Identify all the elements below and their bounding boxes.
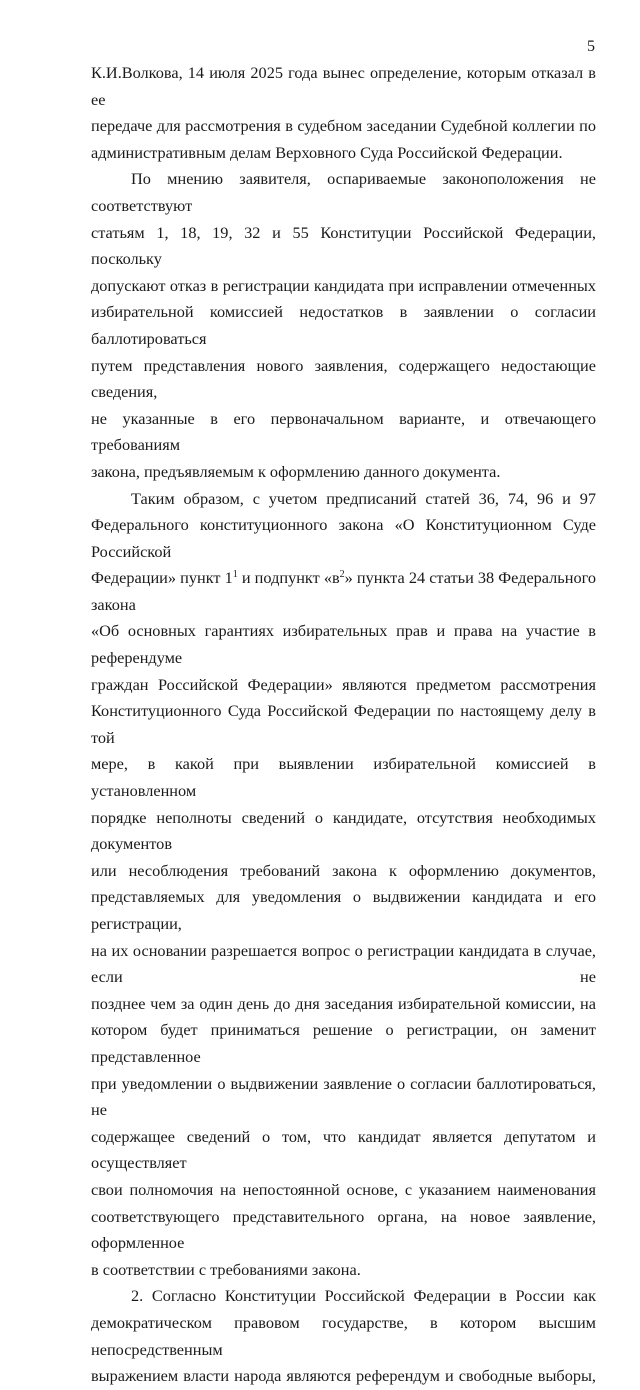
text-line: Федерального конституционного закона «О Конституционном Суде Российской: [91, 515, 596, 561]
text-line: свои полномочия на непостоянной основе, с указанием наименования: [91, 1179, 596, 1199]
text-line: или несоблюдения требований закона к оформлению документов,: [91, 860, 596, 880]
text-line: К.И.Волкова, 14 июля 2025 года вынес определение, которым отказал в ее: [91, 63, 596, 109]
text-fragment: » пункта 24 статьи 38 Федерального закона: [91, 568, 596, 614]
text-fragment: Федерации» пункт 1: [91, 568, 233, 588]
text-line: демократическом правовом государстве, в котором высшим непосредственным: [91, 1312, 596, 1359]
text-line: допускают отказ в регистрации кандидата при исправлении отмеченных: [91, 275, 596, 295]
text-line: на их основании разрешается вопрос о регистрации кандидата в случае, если не: [91, 940, 596, 987]
paragraph-2: [91, 166, 596, 485]
document-body: [91, 60, 596, 1390]
text-fragment: и подпункт «в: [237, 568, 340, 588]
page-number: 5: [587, 38, 595, 55]
text-line: выражением власти народа являются референдум и свободные выборы,: [91, 1366, 596, 1386]
text-line: Конституционного Суда Российской Федерации по настоящему делу в той: [91, 701, 596, 747]
paragraph-1: [91, 60, 596, 166]
text-line: статьям 1, 18, 19, 32 и 55 Конституции Российской Федерации, поскольку: [91, 222, 596, 269]
superscript: 2: [339, 569, 345, 581]
text-line: путем представления нового заявления, содержащего недостающие сведения,: [91, 355, 596, 402]
text-line: Таким образом, с учетом предписаний статей 36, 74, 96 и 97: [131, 488, 596, 508]
text-line: административным делам Верховного Суда Российской Федерации.: [91, 142, 563, 162]
text-line: позднее чем за один день до дня заседания избирательной комиссии, на: [91, 993, 596, 1013]
paragraph-4: [91, 1283, 596, 1389]
text-line-with-superscripts: [91, 565, 596, 618]
text-line: при уведомлении о выдвижении заявление о согласии баллотироваться, не: [91, 1073, 596, 1120]
text-line: представляемых для уведомления о выдвижении кандидата и его регистрации,: [91, 887, 596, 933]
paragraph-3: [91, 486, 596, 1284]
text-line: закона, предъявляемым к оформлению данного документа.: [91, 461, 501, 481]
text-line: соответствующего представительного органа, на новое заявление, оформленное: [91, 1206, 596, 1253]
text-line: порядке неполноты сведений о кандидате, отсутствия необходимых документов: [91, 807, 596, 854]
text-line: не указанные в его первоначальном варианте, и отвечающего требованиям: [91, 408, 596, 455]
text-line: передаче для рассмотрения в судебном заседании Судебной коллегии по: [91, 116, 596, 136]
text-line: По мнению заявителя, оспариваемые законоположения не соответствуют: [91, 169, 596, 215]
text-line: котором будет приниматься решение о регистрации, он заменит представленное: [91, 1020, 596, 1066]
text-line: избирательной комиссией недостатков в заявлении о согласии баллотироваться: [91, 302, 596, 348]
text-line: 2. Согласно Конституции Российской Федерации в России как: [131, 1286, 596, 1306]
text-line: содержащее сведений о том, что кандидат является депутатом и осуществляет: [91, 1126, 596, 1173]
text-line: «Об основных гарантиях избирательных прав и права на участие в референдуме: [91, 621, 596, 668]
text-line: граждан Российской Федерации» являются предметом рассмотрения: [91, 674, 596, 694]
text-line: в соответствии с требованиями закона.: [91, 1259, 361, 1279]
superscript: 1: [232, 569, 238, 581]
text-line: мере, в какой при выявлении избирательной комиссией в установленном: [91, 754, 596, 801]
